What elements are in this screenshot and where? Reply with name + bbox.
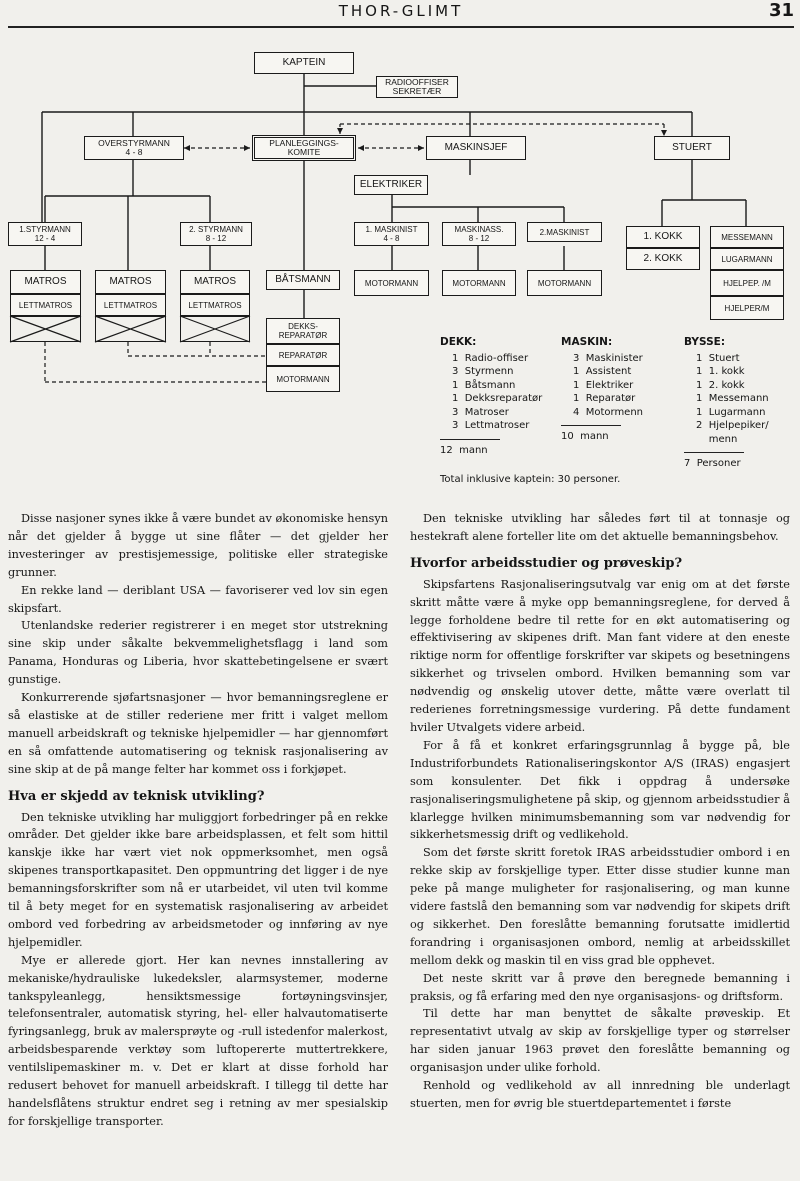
summary-item: 1 Radio-offiser	[452, 352, 529, 364]
paragraph: Skipsfartens Rasjonaliseringsutvalg var enig om at det første skritt måtte være å myke opp bemanningsreglene, for derved å legge forholdene bedre til rette for en økt automatisering og effektivisering av skipenes drift. Man fant videre at den eneste riktige norm for offentlige forskrifter var skipets og besetningens sikkerhet og trivselen ombord. Hvilken bemanning som var nødvendig og ønskelig utover dette, måtte være overlatt til rederienes forretningsmessige vurdering. På dette fundament hviler Utvalgets videre arbeid.	[410, 577, 790, 734]
paragraph: Som det første skritt foretok IRAS arbeidsstudier ombord i en rekke skip av forskjellige typer. Etter disse studier kunne man peke på mange muligheter for rasjonalisering, og man kunne videre fastslå den bemanning som var nødvendig for skipets drift og sikkerhet. Den foreslåtte bemanning forutsatte imidlertid forandring i organisasjonen ombord, nemlig at arbeidsskillet mellom dekk og maskin til en viss grad ble opphevet.	[410, 846, 790, 967]
chart-box-empty-1	[10, 316, 81, 342]
summary-heading: DEKK:	[440, 336, 477, 348]
chart-box-hjelper: HJELPER/M	[710, 296, 784, 320]
chart-box-hjelpep: HJELPEP. /M	[710, 270, 784, 296]
chart-box-maskinsjef: MASKINSJEF	[426, 136, 526, 160]
page-number: 31	[768, 0, 794, 21]
summary-item: 3 Styrmenn	[452, 366, 514, 377]
chart-box-motormann-deck: MOTORMANN	[266, 366, 340, 392]
chart-box-overstyrmann: OVERSTYRMANN 4 - 8	[84, 136, 184, 160]
chart-box-maskinist-1: 1. MASKINIST 4 - 8	[354, 222, 429, 246]
summary-item: 1 1. kokk	[696, 366, 745, 377]
section-heading: Hvorfor arbeidsstudier og prøveskip?	[410, 555, 683, 571]
summary-item: 3 Maskinister	[573, 352, 643, 364]
chart-box-matros-1: MATROS	[10, 270, 81, 294]
chart-box-kokk-1: 1. KOKK	[626, 226, 700, 248]
summary-item: 1 2. kokk	[696, 379, 745, 391]
paragraph: Utenlandske rederier registrerer i en meget stor utstrekning sine skip under såkalte bekvemmelighetsflagg i land som Panama, Honduras og Liberia, hvor skattebetingelsene er svært gunstige.	[8, 619, 388, 687]
summary-rule	[561, 425, 621, 426]
chart-box-maskinass: MASKINASS. 8 - 12	[442, 222, 516, 246]
section-heading: Hva er skjedd av teknisk utvikling?	[8, 788, 265, 804]
paragraph: Disse nasjoner synes ikke å være bundet av økonomiske hensyn når det gjelder å bygge ut sine flåter — det gjelder her investeringer av prestisjemessige, politiske eller strategiske grunner.	[8, 512, 388, 579]
chart-box-empty-3	[180, 316, 250, 342]
summary-item: menn	[696, 433, 738, 445]
summary-maskin	[561, 336, 671, 444]
summary-item: 4 Motormenn	[573, 406, 644, 418]
chart-box-reparator: REPARATØR	[266, 344, 340, 366]
summary-rule	[440, 439, 500, 440]
summary-total: 12 mann	[440, 444, 488, 456]
paragraph: En rekke land — deriblant USA — favoriserer ved lov sin egen skipsfart.	[8, 583, 388, 615]
paragraph: Til dette har man benyttet de såkalte prøveskip. Et representativt utvalg av skip av forskjellige typer og størrelser har siden januar 1963 prøvet den foreslåtte bemanning og organisasjon under ulike forhold.	[410, 1007, 790, 1075]
paragraph: Mye er allerede gjort. Her kan nevnes innstallering av mekaniske/hydrauliske lukedeksler, alarmsystemer, moderne tankspyleanlegg, hensiktsmessige fortøyningsvinsjer, telefonsentraler, automatisk styring, hel- eller halvautomatiserte fyringsanlegg, bruk av malersprøyte og -rull istedenfor malerkost, arbeidsbesparende verktøy som luftopererte muttertrekkere, ventilslipemaskiner m. v. Det er klart at disse forhold har redusert behovet for manuell arbeidskraft. I tillegg til dette har handelsflåtens struktur endret seg i retning av mer spesialskip for forskjellige transporter.	[8, 953, 388, 1128]
summary-item: 1 Assistent	[573, 366, 632, 377]
chart-box-lettmatros-2: LETTMATROS	[95, 294, 166, 316]
chart-box-motormann-1: MOTORMANN	[354, 270, 429, 296]
paragraph: Konkurrerende sjøfartsnasjoner — hvor bemanningsreglene er så elastiske at de stiller rederiene mer fritt i valget mellom manuell arbeidskraft og tekniske hjelpemidler — har gjennomført en så omfattende automatisering og teknisk rasjonalisering av sine skip at de på mange felter har kommet oss i forkjøpet.	[8, 691, 388, 776]
paragraph: For å få et konkret erfaringsgrunnlag å bygge på, ble Industriforbundets Rationaliseringskontor A/S (IRAS) engasjert som konsulenter. Det fikk i oppdrag å undersøke rasjonaliseringsmulighetene på skip, og gjennom arbeidsstudier å klarlegge hvilken minimumsbemanning som var nødvendig for sikkerhetsmessig drift og vedlikehold.	[410, 738, 790, 842]
paragraph: Det neste skritt var å prøve den beregnede bemanning i praksis, og få erfaring med den nye organisasjons- og driftsform.	[410, 971, 790, 1003]
summary-heading: BYSSE:	[684, 336, 726, 348]
chart-box-radioofficer: RADIOOFFISER SEKRETÆR	[376, 76, 458, 98]
chart-box-kaptein: KAPTEIN	[254, 52, 354, 74]
chart-box-stuert: STUERT	[654, 136, 730, 160]
summary-item: 1 Reparatør	[573, 393, 636, 404]
left-text-column	[8, 510, 388, 1131]
paragraph: Den tekniske utvikling har muliggjort forbedringer på en rekke områder. Det gjelder ikke bare arbeidsplassen, et felt som hittil kanskje ikke har vært viet nok oppmerksomhet, men også skipenes transportkapasitet. Den oppmuntring det ligger i de nye bemanningsforskrifter som nå er utarbeidet, vil uten tvil komme til å bety meget for en systematisk rasjonalisering av arbeidet ombord ved forbedring av arbeidsmetoder og innføring av nye hjelpemidler.	[8, 810, 388, 949]
chart-box-batsmann: BÅTSMANN	[266, 270, 340, 290]
summary-item: 1 Messemann	[696, 393, 769, 404]
chart-box-elektriker: ELEKTRIKER	[354, 175, 428, 195]
paragraph: Den tekniske utvikling har således ført til at tonnasje og hestekraft alene forteller lite om det aktuelle bemanningsbehov.	[410, 512, 790, 543]
chart-box-motormann-3: MOTORMANN	[527, 270, 602, 296]
summary-item: 2 Hjelpepiker/	[696, 420, 769, 431]
chart-box-matros-3: MATROS	[180, 270, 250, 294]
summary-item: 1 Båtsmann	[452, 379, 516, 391]
summary-grand-total: Total inklusive kaptein: 30 personer.	[440, 474, 621, 485]
paragraph: Renhold og vedlikehold av all innredning ble underlagt stuerten, men for øvrig ble stuertdepartementet i første	[410, 1079, 790, 1110]
chart-box-planleggingskomite: PLANLEGGINGS- KOMITE	[252, 135, 356, 161]
summary-item: 1 Elektriker	[573, 379, 634, 391]
chart-box-empty-2	[95, 316, 166, 342]
summary-bysse	[684, 336, 794, 471]
chart-box-lettmatros-1: LETTMATROS	[10, 294, 81, 316]
summary-heading: MASKIN:	[561, 336, 613, 348]
chart-box-motormann-2: MOTORMANN	[442, 270, 516, 296]
summary-item: 1 Stuert	[696, 352, 740, 364]
running-title: THOR-GLIMT	[338, 2, 464, 20]
summary-total: 7 Personer	[684, 458, 741, 469]
chart-box-styrmann-1: 1.STYRMANN 12 - 4	[8, 222, 82, 246]
right-text-column	[410, 510, 790, 1113]
summary-rule	[684, 452, 744, 453]
chart-box-dekksreparator: DEKKS- REPARATØR	[266, 318, 340, 344]
summary-total: 10 mann	[561, 431, 609, 442]
summary-item: 1 Dekksreparatør	[452, 393, 543, 404]
summary-item: 3 Matroser	[452, 406, 509, 418]
chart-box-matros-2: MATROS	[95, 270, 166, 294]
chart-box-lugarmann: LUGARMANN	[710, 248, 784, 270]
chart-box-lettmatros-3: LETTMATROS	[180, 294, 250, 316]
summary-item: 1 Lugarmann	[696, 406, 766, 418]
chart-box-kokk-2: 2. KOKK	[626, 248, 700, 270]
summary-dekk	[440, 336, 555, 457]
chart-box-maskinist-2: 2.MASKINIST	[527, 222, 602, 242]
chart-box-messemann: MESSEMANN	[710, 226, 784, 248]
chart-box-styrmann-2: 2. STYRMANN 8 - 12	[180, 222, 252, 246]
summary-item: 3 Lettmatroser	[452, 420, 530, 431]
